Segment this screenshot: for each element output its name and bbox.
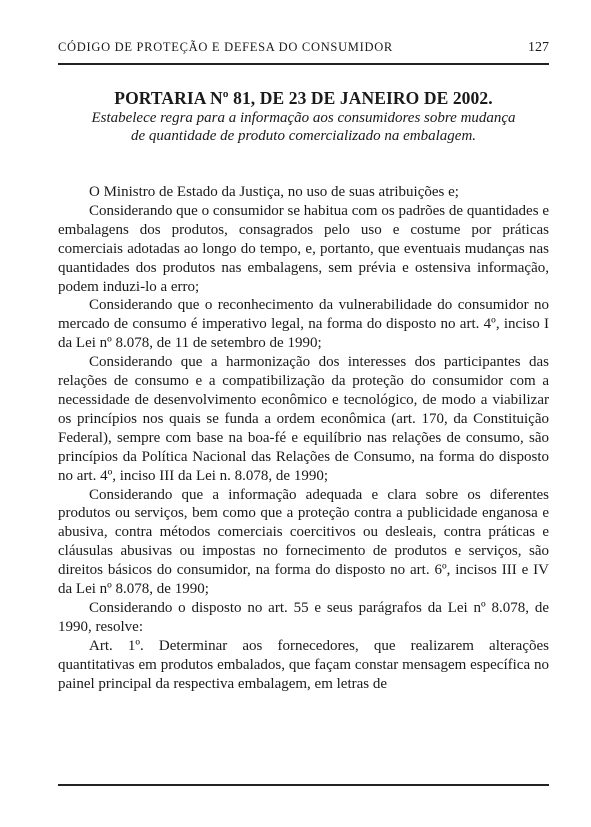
- paragraph-considering: Considerando que o consumidor se habitua com os padrões de quantidades e embalagens dos produtos, consagrados pelo uso e costume por práticas comerciais adotadas ao longo do tempo, e, portanto, que eventuais mudanças nas quantidades dos produtos nas embalagens, sem prévia e ostensiva informação, podem induzi-lo a erro;: [58, 202, 549, 295]
- paragraph-resolve: Considerando o disposto no art. 55 e seus parágrafos da Lei nº 8.078, de 1990, resolve:: [58, 599, 549, 635]
- running-title: CÓDIGO DE PROTEÇÃO E DEFESA DO CONSUMIDOR: [58, 40, 393, 54]
- document-summary: [58, 109, 549, 145]
- body-text: [58, 183, 549, 693]
- document-title: PORTARIA Nº 81, DE 23 DE JANEIRO DE 2002.: [114, 88, 493, 108]
- page-number: 127: [528, 40, 549, 55]
- summary-line: Estabelece regra para a informação aos consumidores sobre mudança: [91, 110, 516, 126]
- title-block: [58, 88, 549, 145]
- footer-rule: [58, 784, 549, 786]
- paragraph-preamble: O Ministro de Estado da Justiça, no uso de suas atribuições e;: [89, 184, 459, 200]
- running-header: [58, 40, 549, 55]
- paragraph-considering: Considerando que a harmonização dos interesses dos participantes das relações de consumo e a compatibilização da proteção do consumidor com a necessidade de desenvolvimento econômico e tecnológico, de modo a viabilizar os princípios nos quais se funda a ordem econômica (art. 170, da Constituição Federal), sempre com base na boa-fé e equilíbrio nas relações de consumo, são princípios da Política Nacional das Relações de Consumo, na forma do disposto no art. 4º, inciso III da Lei n. 8.078, de 1990;: [58, 354, 549, 484]
- paragraph-considering: Considerando que a informação adequada e clara sobre os diferentes produtos ou serviços, bem como que a proteção contra a publicidade enganosa e abusiva, contra métodos comerciais coercitivos ou desleais, contra práticas e cláusulas abusivas ou impostas no fornecimento de produtos e serviços, são direitos básicos do consumidor, na forma do disposto no art. 6º, incisos III e IV da Lei nº 8.078, de 1990;: [58, 486, 549, 598]
- header-rule: [58, 63, 549, 65]
- paragraph-considering: Considerando que o reconhecimento da vulnerabilidade do consumidor no mercado de consumo é imperativo legal, na forma do disposto no art. 4º, inciso I da Lei nº 8.078, de 11 de setembro de 1990;: [58, 297, 549, 352]
- paragraph-article-1: Art. 1º. Determinar aos fornecedores, que realizarem alterações quantitativas em produtos embalados, que façam constar mensagem específica no painel principal da respectiva embalagem, em letras de: [58, 637, 549, 692]
- summary-line: de quantidade de produto comercializado na embalagem.: [130, 128, 477, 144]
